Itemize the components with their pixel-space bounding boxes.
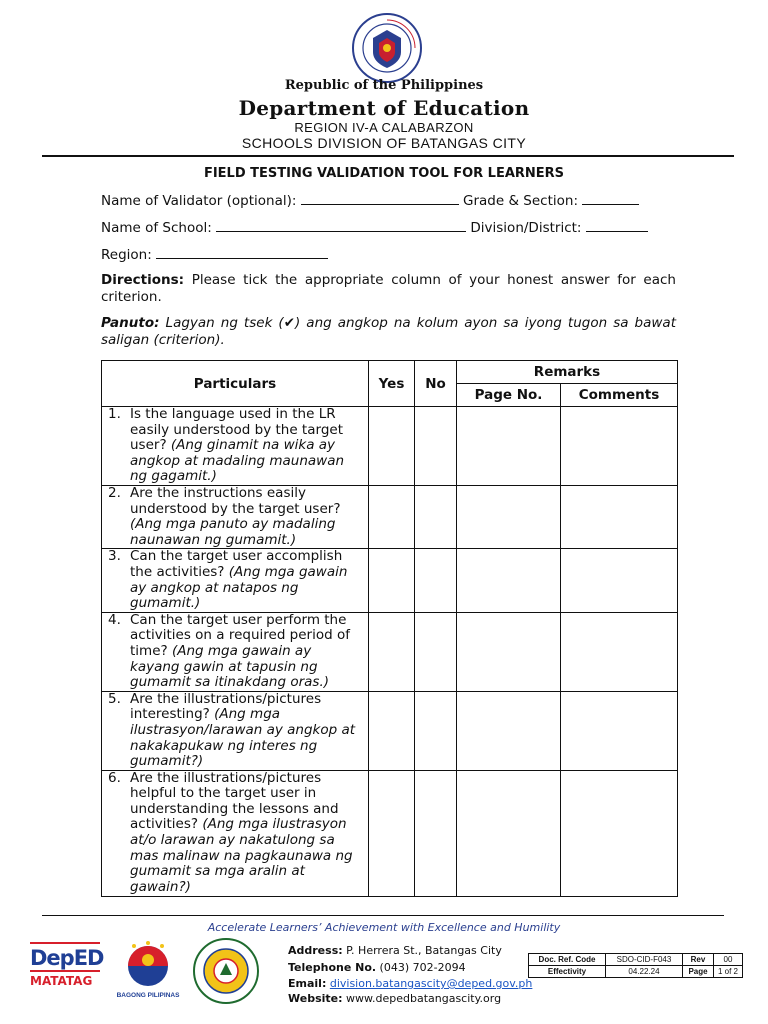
table-row — [102, 485, 678, 548]
criterion-text: Can the target user perform the activities on a required period of time? — [130, 611, 350, 659]
email-label: Email: — [288, 977, 327, 990]
page-value: 1 of 2 — [714, 966, 743, 978]
rev-label: Rev — [683, 954, 714, 966]
validator-field[interactable] — [301, 192, 459, 205]
no-cell[interactable] — [415, 485, 457, 548]
criterion-translation: (Ang mga panuto ay madaling naunawan ng gumamit.) — [130, 516, 336, 548]
criterion-text: Are the illustrations/pictures helpful to the target user in understanding the lessons and activities? — [130, 769, 339, 833]
address-line — [288, 944, 502, 957]
header-comments: Comments — [561, 384, 678, 407]
header-yes: Yes — [369, 361, 415, 407]
school-field[interactable] — [216, 219, 466, 232]
doc-ref-value: SDO-CID-F043 — [606, 954, 683, 966]
criterion-number: 1. — [108, 406, 121, 422]
directions-label: Directions: — [101, 272, 185, 288]
matatag-text: MATATAG — [30, 974, 93, 988]
yes-cell[interactable] — [369, 407, 415, 486]
criterion-text: Are the illustrations/pictures interesting? — [130, 690, 322, 723]
region-label: Region: — [101, 247, 152, 263]
particulars-cell — [102, 691, 369, 770]
particulars-cell — [102, 770, 369, 896]
region-field[interactable] — [156, 246, 328, 259]
school-row — [101, 219, 648, 236]
address-value: P. Herrera St., Batangas City — [342, 944, 502, 957]
comments-cell[interactable] — [561, 407, 678, 486]
table-row — [102, 691, 678, 770]
criterion-translation: (Ang mga gawain ay angkop at natapos ng gumamit.) — [130, 563, 348, 612]
criterion-translation: (Ang mga gawain ay kayang gawin at tapusin ng gumamit sa itinakdang oras.) — [130, 642, 330, 691]
address-label: Address: — [288, 944, 343, 957]
yes-cell[interactable] — [369, 485, 415, 548]
page-no-cell[interactable] — [457, 485, 561, 548]
criterion-text: Is the language used in the LR easily understood by the target user? — [130, 406, 343, 454]
republic-heading: Republic of the Philippines — [284, 78, 484, 93]
email-link[interactable]: division.batangascity@deped.gov.ph — [329, 977, 533, 990]
header-divider — [42, 155, 734, 157]
criterion-translation: (Ang mga ilustrasyon/larawan ay angkop at nakakapukaw ng interes ng gumamit?) — [130, 706, 356, 770]
directions-text: Please tick the appropriate column of your honest answer for each criterion. — [101, 272, 676, 305]
validator-row — [101, 192, 639, 209]
no-cell[interactable] — [415, 691, 457, 770]
page-no-cell[interactable] — [457, 407, 561, 486]
telephone-label: Telephone No. — [288, 961, 377, 974]
criterion-text: Are the instructions easily understood by the target user? — [130, 484, 341, 517]
no-cell[interactable] — [415, 612, 457, 691]
criterion-text: Can the target user accomplish the activities? — [130, 548, 343, 580]
division-seal-icon — [192, 937, 260, 1005]
header-particulars: Particulars — [102, 361, 369, 407]
particulars-cell — [102, 485, 369, 548]
panuto — [101, 315, 676, 349]
validation-table — [101, 360, 678, 897]
grade-field[interactable] — [582, 192, 639, 205]
panuto-text: Lagyan ng tsek (✔) ang angkop na kolum ayon sa iyong tugon sa bawat saligan (criterion). — [101, 315, 676, 348]
effectivity-label: Effectivity — [529, 966, 606, 978]
school-label: Name of School: — [101, 220, 212, 236]
yes-cell[interactable] — [369, 691, 415, 770]
website-label: Website: — [288, 992, 343, 1005]
division-heading: SCHOOLS DIVISION OF BATANGAS CITY — [241, 135, 527, 151]
comments-cell[interactable] — [561, 612, 678, 691]
criterion-number: 6. — [108, 769, 121, 786]
no-cell[interactable] — [415, 407, 457, 486]
no-cell[interactable] — [415, 770, 457, 896]
header-no: No — [415, 361, 457, 407]
comments-cell[interactable] — [561, 691, 678, 770]
department-heading: Department of Education — [238, 96, 530, 120]
deped-seal-icon — [351, 12, 423, 84]
district-field[interactable] — [586, 219, 648, 232]
comments-cell[interactable] — [561, 770, 678, 896]
particulars-cell — [102, 407, 369, 486]
deped-matatag-logo — [30, 942, 102, 1002]
footer-motto: Accelerate Learners’ Achievement with Excellence and Humility — [207, 921, 561, 934]
comments-cell[interactable] — [561, 485, 678, 548]
header-page-no: Page No. — [457, 384, 561, 407]
table-row — [102, 549, 678, 612]
bagong-pilipinas-text: BAGONG PILIPINAS — [116, 992, 180, 999]
criterion-number: 4. — [108, 611, 121, 628]
criterion-translation: (Ang ginamit na wika ay angkop at madaling maunawan ng gagamit.) — [130, 437, 345, 485]
footer-divider — [42, 915, 724, 916]
page-no-cell[interactable] — [457, 612, 561, 691]
comments-cell[interactable] — [561, 549, 678, 612]
region-heading: REGION IV-A CALABARZON — [294, 120, 474, 135]
document-reference-table — [528, 953, 743, 978]
email-line — [288, 977, 532, 990]
page-label: Page — [683, 966, 714, 978]
form-title: FIELD TESTING VALIDATION TOOL FOR LEARNERS — [203, 166, 565, 181]
telephone-value: (043) 702-2094 — [376, 961, 466, 974]
yes-cell[interactable] — [369, 549, 415, 612]
criterion-translation: (Ang mga ilustrasyon at/o larawan ay nakatulong sa mas malinaw na pagkaunawa ng gumamit sa mga aralin at gawain?) — [130, 816, 353, 895]
effectivity-value: 04.22.24 — [606, 966, 683, 978]
validator-label: Name of Validator (optional): — [101, 193, 297, 209]
district-label: Division/District: — [470, 220, 582, 236]
yes-cell[interactable] — [369, 770, 415, 896]
particulars-cell — [102, 612, 369, 691]
table-row — [102, 407, 678, 486]
criterion-number: 5. — [108, 690, 121, 707]
yes-cell[interactable] — [369, 612, 415, 691]
criterion-number: 2. — [108, 484, 121, 501]
doc-ref-label: Doc. Ref. Code — [529, 954, 606, 966]
panuto-label: Panuto: — [101, 315, 160, 331]
no-cell[interactable] — [415, 549, 457, 612]
page-no-cell[interactable] — [457, 549, 561, 612]
rev-value: 00 — [714, 954, 743, 966]
page-no-cell[interactable] — [457, 770, 561, 896]
grade-label: Grade & Section: — [463, 193, 578, 209]
header-remarks: Remarks — [457, 361, 678, 384]
table-row — [102, 770, 678, 896]
particulars-cell — [102, 549, 369, 612]
directions — [101, 272, 676, 306]
table-row — [102, 612, 678, 691]
page-no-cell[interactable] — [457, 691, 561, 770]
telephone-line — [288, 961, 466, 974]
deped-logo-text: DepED — [30, 946, 104, 970]
website-value: www.depedbatangascity.org — [342, 992, 502, 1005]
bagong-pilipinas-logo — [112, 940, 184, 1004]
bagong-pilipinas-emblem-icon — [120, 940, 176, 988]
website-line — [288, 992, 501, 1005]
criterion-number: 3. — [108, 548, 121, 565]
region-row — [101, 246, 328, 263]
